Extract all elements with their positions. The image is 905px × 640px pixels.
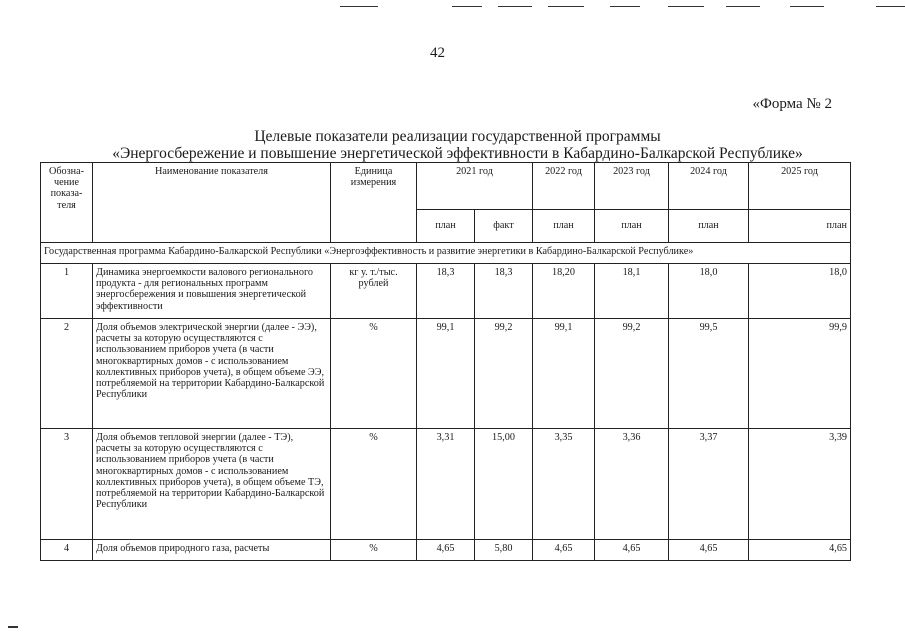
scan-artifact-line <box>610 6 640 7</box>
table-row <box>41 319 851 429</box>
row-value: 99,2 <box>475 319 533 429</box>
row-unit: % <box>331 429 417 540</box>
subheader-cell: план <box>595 210 669 243</box>
section-row <box>41 243 851 264</box>
subheader-cell: план <box>417 210 475 243</box>
row-value: 3,37 <box>669 429 749 540</box>
row-value: 99,2 <box>595 319 669 429</box>
title-line-2: «Энергосбережение и повышение энергетической эффективности в Кабардино-Балкарской Республике» <box>112 145 803 162</box>
row-unit: % <box>331 319 417 429</box>
table-row <box>41 264 851 319</box>
header-2021: 2021 год <box>417 163 533 210</box>
scan-artifact-line <box>548 6 584 7</box>
header-designation: Обозна-чение показа-теля <box>41 163 93 243</box>
row-value: 18,3 <box>417 264 475 319</box>
scan-artifact-line <box>790 6 824 7</box>
row-unit: кг у. т./тыс. рублей <box>331 264 417 319</box>
header-unit: Единица измерения <box>331 163 417 243</box>
row-value: 18,0 <box>749 264 851 319</box>
row-value: 18,0 <box>669 264 749 319</box>
row-value: 5,80 <box>475 540 533 561</box>
row-value: 99,1 <box>417 319 475 429</box>
indicators-table <box>40 162 851 561</box>
header-row <box>41 163 851 210</box>
row-name: Доля объемов природного газа, расчеты <box>93 540 331 561</box>
row-value: 4,65 <box>595 540 669 561</box>
row-id: 4 <box>41 540 93 561</box>
scan-artifact-line <box>498 6 532 7</box>
row-value: 18,3 <box>475 264 533 319</box>
row-name: Динамика энергоемкости валового регионального продукта - для региональных программ энергосбережения и повышения энергетической эффективности <box>93 264 331 319</box>
subheader-cell: факт <box>475 210 533 243</box>
header-2024: 2024 год <box>669 163 749 210</box>
form-label: «Форма № 2 <box>752 96 832 112</box>
scan-artifact-line <box>452 6 482 7</box>
row-unit: % <box>331 540 417 561</box>
subheader-cell: план <box>533 210 595 243</box>
row-value: 4,65 <box>417 540 475 561</box>
row-id: 3 <box>41 429 93 540</box>
page-number: 42 <box>430 45 445 61</box>
document-title <box>40 128 875 162</box>
subheader-cell: план <box>669 210 749 243</box>
row-value: 3,39 <box>749 429 851 540</box>
row-value: 15,00 <box>475 429 533 540</box>
table-row <box>41 429 851 540</box>
row-value: 99,5 <box>669 319 749 429</box>
header-name: Наименование показателя <box>93 163 331 243</box>
row-value: 4,65 <box>533 540 595 561</box>
row-id: 2 <box>41 319 93 429</box>
row-value: 4,65 <box>669 540 749 561</box>
row-id: 1 <box>41 264 93 319</box>
row-value: 3,36 <box>595 429 669 540</box>
row-value: 99,9 <box>749 319 851 429</box>
section-title: Государственная программа Кабардино-Балкарской Республики «Энергоэффективность и развитие энергетики в Кабардино-Балкарской Республике» <box>41 243 851 264</box>
header-2023: 2023 год <box>595 163 669 210</box>
row-value: 99,1 <box>533 319 595 429</box>
scan-artifact-line <box>876 6 905 7</box>
scan-artifact-line <box>340 6 378 7</box>
row-value: 3,35 <box>533 429 595 540</box>
row-value: 4,65 <box>749 540 851 561</box>
table-row <box>41 540 851 561</box>
row-name: Доля объемов тепловой энергии (далее - ТЭ), расчеты за которую осуществляются с использованием приборов учета (в части многоквартирных домов - с использованием коллективных приборов учета), в общем объеме ТЭ, потребляемой на территории Кабардино-Балкарской Республики <box>93 429 331 540</box>
row-value: 18,20 <box>533 264 595 319</box>
subheader-cell: план <box>749 210 851 243</box>
scan-artifact-line <box>726 6 760 7</box>
row-value: 3,31 <box>417 429 475 540</box>
row-name: Доля объемов электрической энергии (далее - ЭЭ), расчеты за которую осуществляются с использованием приборов учета (в части многоквартирных домов - с использованием коллективных приборов учета), в общем объеме ЭЭ, потребляемой на территории Кабардино-Балкарской Республики <box>93 319 331 429</box>
header-2022: 2022 год <box>533 163 595 210</box>
header-2025: 2025 год <box>749 163 851 210</box>
title-line-1: Целевые показатели реализации государственной программы <box>254 128 661 145</box>
scan-artifact-line <box>668 6 704 7</box>
row-value: 18,1 <box>595 264 669 319</box>
scan-artifact-mark <box>8 626 18 628</box>
